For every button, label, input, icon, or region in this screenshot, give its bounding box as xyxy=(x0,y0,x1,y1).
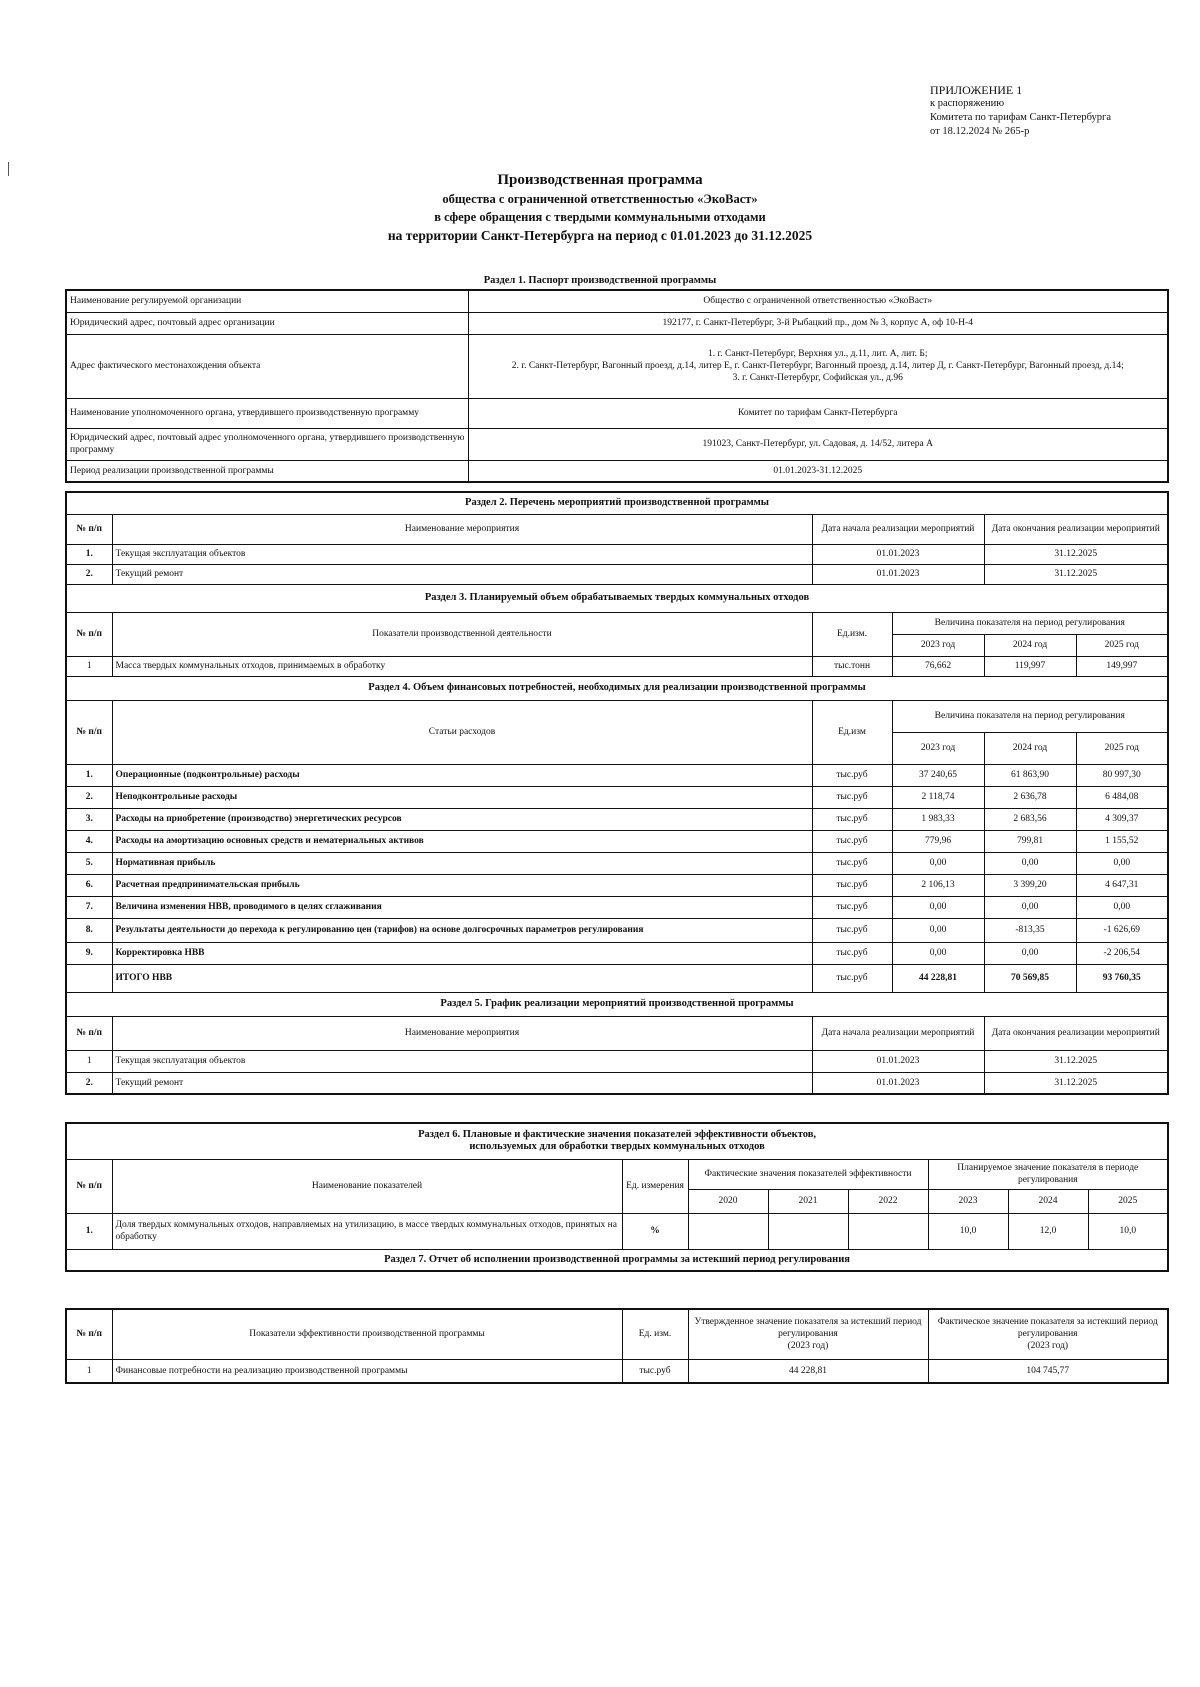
appendix-line: от 18.12.2024 № 265-р xyxy=(930,126,1030,137)
cell-num: 1. xyxy=(66,544,112,564)
cell-end: 31.12.2025 xyxy=(984,564,1168,584)
header-num: № п/п xyxy=(66,612,112,656)
section1-table xyxy=(65,289,1169,483)
table-row xyxy=(66,1213,1168,1249)
cell-value: 93 760,35 xyxy=(1076,964,1168,992)
header-year: 2022 xyxy=(848,1189,928,1213)
cell-label: Юридический адрес, почтовый адрес организации xyxy=(66,312,468,334)
header-approved-label: Утвержденное значение показателя за истекший период регулирования xyxy=(694,1317,922,1340)
title-line: Производственная программа xyxy=(497,172,703,188)
header-name: Наименование мероприятия xyxy=(112,514,812,544)
cell-value xyxy=(848,1213,928,1249)
header-year: 2024 год xyxy=(984,634,1076,656)
cell-value: 12,0 xyxy=(1008,1213,1088,1249)
header-start: Дата начала реализации мероприятий xyxy=(812,514,984,544)
header-actual-year: (2023 год) xyxy=(1027,1341,1069,1352)
title-line: в сфере обращения с твердыми коммунальными отходами xyxy=(434,210,766,224)
header-num: № п/п xyxy=(66,1309,112,1359)
cell-num: 2. xyxy=(66,1072,112,1094)
table-row xyxy=(66,334,1168,398)
cell-name: Текущий ремонт xyxy=(112,1072,812,1094)
header-start: Дата начала реализации мероприятий xyxy=(812,1016,984,1050)
table-row xyxy=(66,1359,1168,1383)
title-line: на территории Санкт-Петербурга на период с 01.01.2023 до 31.12.2025 xyxy=(387,228,813,243)
header-unit: Ед.изм. xyxy=(812,612,892,656)
cell-name: Финансовые потребности на реализацию производственной программы xyxy=(112,1359,622,1383)
table-row xyxy=(66,290,1168,312)
cell-value: 2 106,13 xyxy=(892,874,984,896)
cell-unit: тыс.руб xyxy=(812,874,892,896)
cell-unit: тыс.руб xyxy=(812,808,892,830)
cell-unit: % xyxy=(622,1213,688,1249)
cell-num: 1. xyxy=(66,1213,112,1249)
section3-title: Раздел 3. Планируемый объем обрабатываемых твердых коммунальных отходов xyxy=(66,584,1168,612)
cell-start: 01.01.2023 xyxy=(812,544,984,564)
cell-value: 191023, Санкт-Петербург, ул. Садовая, д. 14/52, литера А xyxy=(468,428,1168,460)
header-year: 2023 год xyxy=(892,634,984,656)
header-unit: Ед. измерения xyxy=(622,1159,688,1213)
cell-num: 2. xyxy=(66,786,112,808)
cell-value: 70 569,85 xyxy=(984,964,1076,992)
header-year: 2024 год xyxy=(984,732,1076,764)
header-unit: Ед. изм. xyxy=(622,1309,688,1359)
cell-value xyxy=(768,1213,848,1249)
cell-name: Операционные (подконтрольные) расходы xyxy=(112,764,812,786)
cell-value: 799,81 xyxy=(984,830,1076,852)
cell-value: 6 484,08 xyxy=(1076,786,1168,808)
section4-title: Раздел 4. Объем финансовых потребностей, необходимых для реализации производственной программы xyxy=(66,676,1168,700)
header-year: 2025 год xyxy=(1076,634,1168,656)
address-line: 2. г. Санкт-Петербург, Вагонный проезд, д.14, литер Е, г. Санкт-Петербург, Вагонный проезд, д.14, литер Д, г. Санкт-Петербург, Вагонный проезд, д.14; xyxy=(511,361,1124,371)
cell-value: 0,00 xyxy=(984,896,1076,918)
cell-value: Комитет по тарифам Санкт-Петербурга xyxy=(468,398,1168,428)
cell-value: 119,997 xyxy=(984,656,1076,676)
table-row xyxy=(66,786,1168,808)
cell-num: 8. xyxy=(66,918,112,942)
cell-num: 4. xyxy=(66,830,112,852)
cell-name: Текущий ремонт xyxy=(112,564,812,584)
cell-value: -1 626,69 xyxy=(1076,918,1168,942)
table-row xyxy=(66,656,1168,676)
cell-num: 9. xyxy=(66,942,112,964)
header-num: № п/п xyxy=(66,1159,112,1213)
cell-value: 4 647,31 xyxy=(1076,874,1168,896)
cell-value: 0,00 xyxy=(1076,852,1168,874)
address-line: 1. г. Санкт-Петербург, Верхняя ул., д.11, лит. А, лит. Б; xyxy=(707,349,928,359)
section6-table xyxy=(65,1122,1169,1272)
cell-num: 1 xyxy=(66,656,112,676)
cell-value: 2 118,74 xyxy=(892,786,984,808)
cell-end: 31.12.2025 xyxy=(984,1050,1168,1072)
cell-value: 1 983,33 xyxy=(892,808,984,830)
cell-name: Неподконтрольные расходы xyxy=(112,786,812,808)
header-name: Наименование мероприятия xyxy=(112,1016,812,1050)
main-table xyxy=(65,491,1169,1095)
cell-name: Доля твердых коммунальных отходов, направляемых на утилизацию, в массе твердых коммунальных отходов, принятых на обработку xyxy=(112,1213,622,1249)
cell-unit: тыс.руб xyxy=(812,896,892,918)
cell-start: 01.01.2023 xyxy=(812,564,984,584)
section1-title: Раздел 1. Паспорт производственной программы xyxy=(483,275,717,286)
table-row xyxy=(66,942,1168,964)
cell-num: 5. xyxy=(66,852,112,874)
cell-unit: тыс.руб xyxy=(812,852,892,874)
cell-value: 3 399,20 xyxy=(984,874,1076,896)
section6-title xyxy=(66,1123,1168,1159)
cell-name: Нормативная прибыль xyxy=(112,852,812,874)
cell-value: 2 636,78 xyxy=(984,786,1076,808)
header-year: 2023 xyxy=(928,1189,1008,1213)
cell-unit: тыс.руб xyxy=(812,786,892,808)
cell-name: Результаты деятельности до перехода к регулированию цен (тарифов) на основе долгосрочных параметров регулирования xyxy=(112,918,812,942)
table-header-row xyxy=(66,514,1168,544)
section6-title-line: используемых для обработки твердых коммунальных отходов xyxy=(469,1141,765,1153)
total-row xyxy=(66,964,1168,992)
cell-value: 76,662 xyxy=(892,656,984,676)
header-name: Показатели эффективности производственной программы xyxy=(112,1309,622,1359)
cell-label: Наименование уполномоченного органа, утвердившего производственную программу xyxy=(66,398,468,428)
cell-name: Текущая эксплуатация объектов xyxy=(112,1050,812,1072)
table-row xyxy=(66,1050,1168,1072)
header-year: 2024 xyxy=(1008,1189,1088,1213)
table-row xyxy=(66,808,1168,830)
cell-value: 1 155,52 xyxy=(1076,830,1168,852)
section7-table xyxy=(65,1308,1169,1384)
header-name: Показатели производственной деятельности xyxy=(112,612,812,656)
cell-name: ИТОГО НВВ xyxy=(112,964,812,992)
table-row xyxy=(66,398,1168,428)
header-actual-label: Фактическое значение показателя за истекший период регулирования xyxy=(937,1317,1158,1340)
section7-title: Раздел 7. Отчет об исполнении производственной программы за истекший период регулирования xyxy=(66,1249,1168,1271)
table-row xyxy=(66,544,1168,564)
cell-unit: тыс.руб xyxy=(622,1359,688,1383)
table-header-row xyxy=(66,1309,1168,1359)
cell-value: 44 228,81 xyxy=(892,964,984,992)
header-year: 2023 год xyxy=(892,732,984,764)
cell-name: Масса твердых коммунальных отходов, принимаемых в обработку xyxy=(112,656,812,676)
cell-label: Адрес фактического местонахождения объекта xyxy=(66,334,468,398)
cell-name: Расходы на амортизацию основных средств и нематериальных активов xyxy=(112,830,812,852)
cell-value: 0,00 xyxy=(984,852,1076,874)
cell-value: 0,00 xyxy=(984,942,1076,964)
table-row xyxy=(66,312,1168,334)
table-header-row xyxy=(66,700,1168,732)
cell-num: 1. xyxy=(66,764,112,786)
table-row xyxy=(66,918,1168,942)
cell-value: 10,0 xyxy=(928,1213,1008,1249)
header-approved xyxy=(688,1309,928,1359)
header-approved-year: (2023 год) xyxy=(787,1341,829,1352)
cell-value: 0,00 xyxy=(1076,896,1168,918)
table-row xyxy=(66,1072,1168,1094)
header-unit: Ед.изм xyxy=(812,700,892,764)
header-plan: Планируемое значение показателя в периоде регулирования xyxy=(928,1159,1168,1189)
appendix-title: ПРИЛОЖЕНИЕ 1 xyxy=(930,83,1023,97)
cell-name: Корректировка НВВ xyxy=(112,942,812,964)
cell-label: Период реализации производственной программы xyxy=(66,460,468,482)
header-end: Дата окончания реализации мероприятий xyxy=(984,514,1168,544)
header-num: № п/п xyxy=(66,514,112,544)
cell-value: Общество с ограниченной ответственностью «ЭкоВаст» xyxy=(468,290,1168,312)
cell-unit: тыс.тонн xyxy=(812,656,892,676)
cell-num: 6. xyxy=(66,874,112,896)
table-header-row xyxy=(66,1016,1168,1050)
cell-value: 61 863,90 xyxy=(984,764,1076,786)
cell-name: Расчетная предпринимательская прибыль xyxy=(112,874,812,896)
table-row xyxy=(66,764,1168,786)
cell-label: Юридический адрес, почтовый адрес уполномоченного органа, утвердившего производственную программу xyxy=(66,428,468,460)
cell-num xyxy=(66,964,112,992)
table-row xyxy=(66,896,1168,918)
cell-value: 10,0 xyxy=(1088,1213,1168,1249)
header-num: № п/п xyxy=(66,700,112,764)
cell-value: 37 240,65 xyxy=(892,764,984,786)
appendix-line: к распоряжению xyxy=(930,98,1005,109)
title-line: общества с ограниченной ответственностью «ЭкоВаст» xyxy=(442,192,758,206)
cell-value: 4 309,37 xyxy=(1076,808,1168,830)
appendix-stamp xyxy=(930,83,1111,139)
table-row xyxy=(66,874,1168,896)
cell-value: 0,00 xyxy=(892,942,984,964)
table-row xyxy=(66,852,1168,874)
document-title xyxy=(0,170,1200,246)
address-line: 3. г. Санкт-Петербург, Софийская ул., д.96 xyxy=(732,373,903,383)
cell-value xyxy=(688,1213,768,1249)
cell-value: 0,00 xyxy=(892,918,984,942)
header-name: Наименование показателей xyxy=(112,1159,622,1213)
cell-value: 149,997 xyxy=(1076,656,1168,676)
cell-unit: тыс.руб xyxy=(812,918,892,942)
cell-num: 2. xyxy=(66,564,112,584)
table-row xyxy=(66,460,1168,482)
header-year: 2021 xyxy=(768,1189,848,1213)
cell-num: 7. xyxy=(66,896,112,918)
header-year: 2025 год xyxy=(1076,732,1168,764)
section6-title-line: Раздел 6. Плановые и фактические значения показателей эффективности объектов, xyxy=(418,1129,816,1141)
appendix-line: Комитета по тарифам Санкт-Петербурга xyxy=(930,112,1112,123)
cell-value: 0,00 xyxy=(892,896,984,918)
section5-title: Раздел 5. График реализации мероприятий производственной программы xyxy=(66,992,1168,1016)
cell-value: -813,35 xyxy=(984,918,1076,942)
cell-unit: тыс.руб xyxy=(812,830,892,852)
table-header-row xyxy=(66,612,1168,634)
cell-name: Текущая эксплуатация объектов xyxy=(112,544,812,564)
cell-start: 01.01.2023 xyxy=(812,1072,984,1094)
header-fact: Фактические значения показателей эффективности xyxy=(688,1159,928,1189)
table-header-row xyxy=(66,1159,1168,1189)
cell-value: 2 683,56 xyxy=(984,808,1076,830)
cell-value: 779,96 xyxy=(892,830,984,852)
cell-end: 31.12.2025 xyxy=(984,1072,1168,1094)
header-name: Статьи расходов xyxy=(112,700,812,764)
header-actual xyxy=(928,1309,1168,1359)
cell-name: Расходы на приобретение (производство) энергетических ресурсов xyxy=(112,808,812,830)
cell-value: 01.01.2023-31.12.2025 xyxy=(468,460,1168,482)
cell-label: Наименование регулируемой организации xyxy=(66,290,468,312)
header-end: Дата окончания реализации мероприятий xyxy=(984,1016,1168,1050)
cell-num: 1 xyxy=(66,1050,112,1072)
cell-name: Величина изменения НВВ, проводимого в целях сглаживания xyxy=(112,896,812,918)
cell-unit: тыс.руб xyxy=(812,942,892,964)
header-year: 2020 xyxy=(688,1189,768,1213)
cell-value: 44 228,81 xyxy=(688,1359,928,1383)
cell-value: 0,00 xyxy=(892,852,984,874)
header-num: № п/п xyxy=(66,1016,112,1050)
table-row xyxy=(66,428,1168,460)
cell-value: -2 206,54 xyxy=(1076,942,1168,964)
cell-end: 31.12.2025 xyxy=(984,544,1168,564)
section2-title: Раздел 2. Перечень мероприятий производственной программы xyxy=(66,492,1168,514)
cell-start: 01.01.2023 xyxy=(812,1050,984,1072)
header-group: Величина показателя на период регулирования xyxy=(892,612,1168,634)
cell-num: 3. xyxy=(66,808,112,830)
cell-value: 192177, г. Санкт-Петербург, 3-й Рыбацкий пр., дом № 3, корпус А, оф 10-Н-4 xyxy=(468,312,1168,334)
cell-value: 80 997,30 xyxy=(1076,764,1168,786)
cell-unit: тыс.руб xyxy=(812,964,892,992)
cell-num: 1 xyxy=(66,1359,112,1383)
cell-value: 104 745,77 xyxy=(928,1359,1168,1383)
header-year: 2025 xyxy=(1088,1189,1168,1213)
cell-unit: тыс.руб xyxy=(812,764,892,786)
cell-value xyxy=(468,334,1168,398)
table-row xyxy=(66,830,1168,852)
header-group: Величина показателя на период регулирования xyxy=(892,700,1168,732)
table-row xyxy=(66,564,1168,584)
